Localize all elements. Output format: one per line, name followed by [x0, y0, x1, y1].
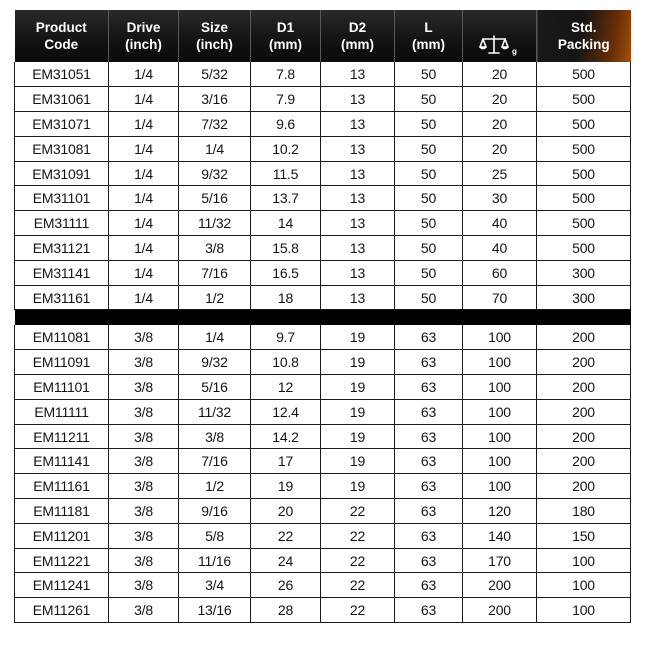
cell-d1: 22: [251, 523, 321, 548]
cell-size: 7/32: [179, 112, 251, 137]
cell-drive: 3/8: [109, 449, 179, 474]
cell-length: 63: [395, 523, 463, 548]
cell-d1: 28: [251, 598, 321, 623]
cell-product-code: EM31101: [15, 186, 109, 211]
cell-d1: 9.7: [251, 325, 321, 350]
cell-product-code: EM11091: [15, 350, 109, 375]
table-row: [15, 161, 631, 186]
cell-size: 9/32: [179, 161, 251, 186]
cell-std-packing: 180: [537, 499, 631, 524]
cell-length: 50: [395, 112, 463, 137]
table-row: [15, 285, 631, 310]
cell-length: 63: [395, 325, 463, 350]
cell-d1: 24: [251, 548, 321, 573]
cell-weight: 60: [463, 260, 537, 285]
table-row: [15, 112, 631, 137]
table-row: [15, 499, 631, 524]
table-row: [15, 260, 631, 285]
cell-length: 63: [395, 548, 463, 573]
cell-size: 3/4: [179, 573, 251, 598]
cell-size: 1/4: [179, 325, 251, 350]
cell-d1: 12.4: [251, 399, 321, 424]
table-row: [15, 236, 631, 261]
cell-d2: 13: [321, 285, 395, 310]
table-row: [15, 325, 631, 350]
cell-drive: 1/4: [109, 112, 179, 137]
cell-product-code: EM31081: [15, 136, 109, 161]
cell-drive: 3/8: [109, 325, 179, 350]
table-row: [15, 136, 631, 161]
header-size: Size (inch): [179, 10, 251, 62]
cell-d2: 19: [321, 350, 395, 375]
cell-length: 50: [395, 186, 463, 211]
cell-length: 50: [395, 136, 463, 161]
cell-product-code: EM11141: [15, 449, 109, 474]
cell-d1: 7.8: [251, 62, 321, 87]
header-std-packing: Std. Packing: [537, 10, 631, 62]
cell-length: 63: [395, 598, 463, 623]
cell-product-code: EM11111: [15, 399, 109, 424]
cell-weight: 100: [463, 424, 537, 449]
header-d1: D1 (mm): [251, 10, 321, 62]
cell-length: 63: [395, 499, 463, 524]
table-row: [15, 573, 631, 598]
cell-length: 50: [395, 236, 463, 261]
cell-d1: 17: [251, 449, 321, 474]
cell-std-packing: 200: [537, 350, 631, 375]
cell-std-packing: 100: [537, 548, 631, 573]
cell-size: 9/32: [179, 350, 251, 375]
cell-d2: 22: [321, 499, 395, 524]
cell-weight: 100: [463, 399, 537, 424]
cell-drive: 1/4: [109, 285, 179, 310]
cell-drive: 1/4: [109, 136, 179, 161]
table-row: [15, 399, 631, 424]
cell-size: 13/16: [179, 598, 251, 623]
cell-weight: 100: [463, 449, 537, 474]
cell-weight: 200: [463, 598, 537, 623]
cell-size: 7/16: [179, 260, 251, 285]
cell-std-packing: 100: [537, 573, 631, 598]
cell-std-packing: 200: [537, 325, 631, 350]
cell-d2: 19: [321, 474, 395, 499]
cell-size: 1/2: [179, 474, 251, 499]
cell-weight: 120: [463, 499, 537, 524]
cell-weight: 25: [463, 161, 537, 186]
cell-d2: 13: [321, 260, 395, 285]
header-product-code: Product Code: [15, 10, 109, 62]
cell-product-code: EM11081: [15, 325, 109, 350]
header-weight: [463, 10, 537, 62]
table-body: [15, 62, 631, 623]
cell-drive: 3/8: [109, 399, 179, 424]
cell-product-code: EM11201: [15, 523, 109, 548]
cell-drive: 1/4: [109, 260, 179, 285]
header-drive: Drive (inch): [109, 10, 179, 62]
cell-std-packing: 200: [537, 474, 631, 499]
cell-std-packing: 300: [537, 285, 631, 310]
cell-product-code: EM31071: [15, 112, 109, 137]
cell-d1: 11.5: [251, 161, 321, 186]
cell-product-code: EM31161: [15, 285, 109, 310]
cell-weight: 170: [463, 548, 537, 573]
cell-size: 11/16: [179, 548, 251, 573]
cell-d2: 19: [321, 399, 395, 424]
cell-std-packing: 500: [537, 112, 631, 137]
cell-length: 63: [395, 449, 463, 474]
table-row: [15, 424, 631, 449]
cell-size: 3/8: [179, 424, 251, 449]
product-spec-table: [14, 10, 631, 623]
cell-weight: 100: [463, 350, 537, 375]
cell-d2: 13: [321, 161, 395, 186]
cell-d1: 12: [251, 375, 321, 400]
cell-size: 5/16: [179, 375, 251, 400]
cell-weight: 100: [463, 375, 537, 400]
cell-drive: 3/8: [109, 350, 179, 375]
cell-size: 1/2: [179, 285, 251, 310]
table-row: [15, 350, 631, 375]
table-row: [15, 186, 631, 211]
weight-scale-icon: [479, 34, 521, 56]
cell-std-packing: 150: [537, 523, 631, 548]
cell-std-packing: 500: [537, 136, 631, 161]
cell-d1: 18: [251, 285, 321, 310]
cell-weight: 100: [463, 474, 537, 499]
cell-drive: 3/8: [109, 523, 179, 548]
cell-d2: 13: [321, 186, 395, 211]
cell-weight: 100: [463, 325, 537, 350]
cell-d2: 22: [321, 598, 395, 623]
cell-size: 5/8: [179, 523, 251, 548]
table-row: [15, 474, 631, 499]
cell-d1: 14: [251, 211, 321, 236]
cell-drive: 3/8: [109, 424, 179, 449]
cell-size: 3/16: [179, 87, 251, 112]
table-row: [15, 598, 631, 623]
cell-d2: 13: [321, 236, 395, 261]
header-row: [15, 10, 631, 62]
cell-d1: 9.6: [251, 112, 321, 137]
cell-length: 50: [395, 285, 463, 310]
cell-drive: 3/8: [109, 548, 179, 573]
cell-length: 63: [395, 375, 463, 400]
cell-d2: 13: [321, 62, 395, 87]
cell-product-code: EM11221: [15, 548, 109, 573]
cell-drive: 3/8: [109, 375, 179, 400]
table-row: [15, 62, 631, 87]
cell-product-code: EM11161: [15, 474, 109, 499]
cell-std-packing: 500: [537, 186, 631, 211]
cell-d2: 13: [321, 87, 395, 112]
table-row: [15, 87, 631, 112]
cell-d1: 26: [251, 573, 321, 598]
cell-product-code: EM11241: [15, 573, 109, 598]
cell-weight: 20: [463, 87, 537, 112]
cell-std-packing: 200: [537, 424, 631, 449]
cell-drive: 3/8: [109, 474, 179, 499]
cell-std-packing: 500: [537, 161, 631, 186]
group-separator: [15, 310, 631, 325]
cell-product-code: EM11101: [15, 375, 109, 400]
cell-product-code: EM31141: [15, 260, 109, 285]
cell-product-code: EM31111: [15, 211, 109, 236]
cell-std-packing: 200: [537, 399, 631, 424]
cell-size: 5/32: [179, 62, 251, 87]
cell-product-code: EM31061: [15, 87, 109, 112]
cell-std-packing: 500: [537, 236, 631, 261]
cell-d2: 19: [321, 424, 395, 449]
cell-length: 63: [395, 424, 463, 449]
cell-d2: 22: [321, 548, 395, 573]
cell-length: 50: [395, 260, 463, 285]
cell-product-code: EM11181: [15, 499, 109, 524]
cell-length: 63: [395, 573, 463, 598]
cell-d2: 22: [321, 523, 395, 548]
product-spec-table-container: [14, 10, 630, 623]
cell-weight: 20: [463, 136, 537, 161]
cell-weight: 40: [463, 211, 537, 236]
cell-d2: 13: [321, 211, 395, 236]
cell-drive: 1/4: [109, 161, 179, 186]
cell-std-packing: 100: [537, 598, 631, 623]
cell-d2: 19: [321, 325, 395, 350]
cell-length: 63: [395, 350, 463, 375]
cell-weight: 70: [463, 285, 537, 310]
table-row: [15, 375, 631, 400]
cell-std-packing: 500: [537, 211, 631, 236]
cell-product-code: EM31051: [15, 62, 109, 87]
cell-length: 50: [395, 161, 463, 186]
cell-std-packing: 500: [537, 62, 631, 87]
cell-product-code: EM31091: [15, 161, 109, 186]
cell-d2: 19: [321, 449, 395, 474]
cell-d1: 13.7: [251, 186, 321, 211]
cell-size: 9/16: [179, 499, 251, 524]
cell-length: 63: [395, 399, 463, 424]
cell-weight: 140: [463, 523, 537, 548]
cell-weight: 20: [463, 112, 537, 137]
cell-size: 7/16: [179, 449, 251, 474]
cell-std-packing: 500: [537, 87, 631, 112]
cell-d1: 14.2: [251, 424, 321, 449]
cell-length: 50: [395, 62, 463, 87]
cell-drive: 3/8: [109, 499, 179, 524]
svg-text:g: g: [511, 46, 517, 56]
table-row: [15, 548, 631, 573]
cell-size: 1/4: [179, 136, 251, 161]
cell-drive: 3/8: [109, 573, 179, 598]
cell-drive: 1/4: [109, 62, 179, 87]
separator-bar: [15, 310, 631, 325]
cell-product-code: EM31121: [15, 236, 109, 261]
cell-d1: 10.8: [251, 350, 321, 375]
cell-length: 50: [395, 87, 463, 112]
cell-d2: 13: [321, 112, 395, 137]
cell-weight: 200: [463, 573, 537, 598]
cell-drive: 1/4: [109, 236, 179, 261]
cell-d1: 10.2: [251, 136, 321, 161]
cell-std-packing: 200: [537, 375, 631, 400]
cell-length: 63: [395, 474, 463, 499]
cell-size: 5/16: [179, 186, 251, 211]
cell-d1: 19: [251, 474, 321, 499]
header-length: L (mm): [395, 10, 463, 62]
cell-length: 50: [395, 211, 463, 236]
cell-drive: 1/4: [109, 186, 179, 211]
cell-weight: 40: [463, 236, 537, 261]
cell-d1: 7.9: [251, 87, 321, 112]
table-row: [15, 449, 631, 474]
cell-std-packing: 300: [537, 260, 631, 285]
cell-drive: 1/4: [109, 87, 179, 112]
cell-drive: 3/8: [109, 598, 179, 623]
cell-std-packing: 200: [537, 449, 631, 474]
cell-weight: 20: [463, 62, 537, 87]
cell-drive: 1/4: [109, 211, 179, 236]
cell-product-code: EM11261: [15, 598, 109, 623]
cell-size: 3/8: [179, 236, 251, 261]
cell-d2: 19: [321, 375, 395, 400]
cell-d1: 15.8: [251, 236, 321, 261]
cell-d1: 20: [251, 499, 321, 524]
cell-d2: 22: [321, 573, 395, 598]
cell-size: 11/32: [179, 399, 251, 424]
cell-d1: 16.5: [251, 260, 321, 285]
cell-d2: 13: [321, 136, 395, 161]
cell-weight: 30: [463, 186, 537, 211]
table-row: [15, 523, 631, 548]
cell-size: 11/32: [179, 211, 251, 236]
table-row: [15, 211, 631, 236]
header-d2: D2 (mm): [321, 10, 395, 62]
cell-product-code: EM11211: [15, 424, 109, 449]
